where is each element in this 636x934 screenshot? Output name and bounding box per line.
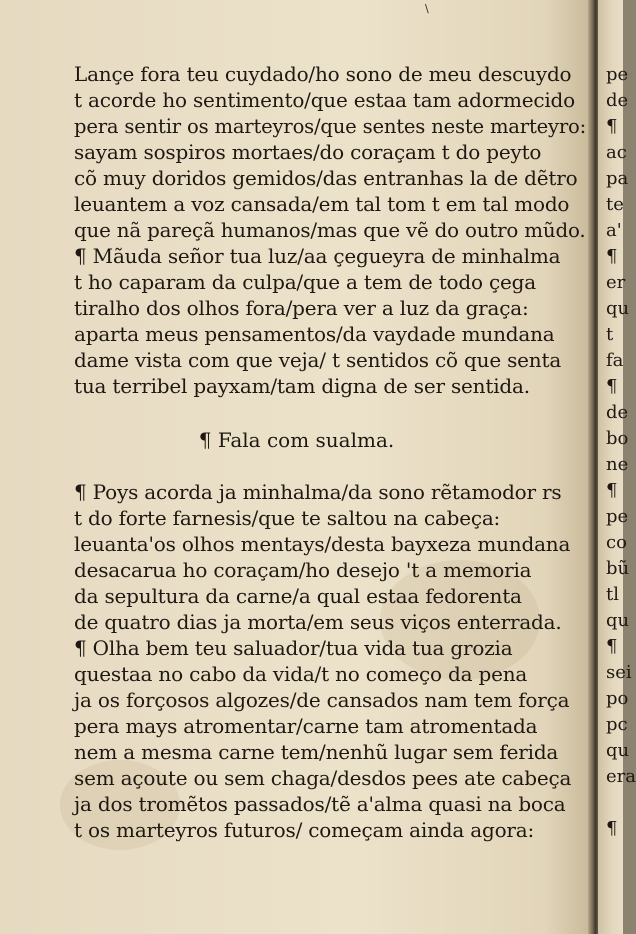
text-fragment: qu <box>606 298 630 319</box>
text-fragment: sei <box>606 662 632 683</box>
verse-line: tiralho dos olhos fora/pera ver a luz da graça: <box>74 296 529 320</box>
text-fragment: ¶ <box>606 480 618 501</box>
text-fragment: po <box>606 688 629 709</box>
verse-line: da sepultura da carne/a qual estaa fedorenta <box>74 584 522 608</box>
text-fragment: bo <box>606 428 629 449</box>
text-fragment: qu <box>606 740 630 761</box>
verse-line: que nã pareçã humanos/mas que vẽ do outro mũdo. <box>74 218 586 242</box>
verse-line: ¶ Olha bem teu saluador/tua vida tua grozia <box>74 636 513 660</box>
verse-line: t os marteyros futuros/ começam ainda agora: <box>74 818 535 842</box>
verse-line: pera sentir os marteyros/que sentes neste marteyro: <box>74 114 587 138</box>
verse-line: sem açoute ou sem chaga/desdos pees ate cabeça <box>74 766 572 790</box>
text-fragment: tl <box>606 584 619 605</box>
verse-line: ja dos tromẽtos passados/tẽ a'alma quasi na boca <box>74 792 566 816</box>
verse-line: ¶ Mãuda señor tua luz/aa çegueyra de minhalma <box>74 244 561 268</box>
verse-line: nem a mesma carne tem/nenhũ lugar sem ferida <box>74 740 559 764</box>
verse-line: de quatro dias ja morta/em seus viços enterrada. <box>74 610 562 634</box>
verse-line: ja os forçosos algozes/de cansados nam tem força <box>74 688 570 712</box>
text-fragment: t <box>606 324 614 345</box>
text-fragment: pc <box>606 714 628 735</box>
text-fragment: ¶ <box>606 116 618 137</box>
text-fragment: de <box>606 402 629 423</box>
verse-line: leuanta'os olhos mentays/desta bayxeza mundana <box>74 532 571 556</box>
verse-line: tua terribel payxam/tam digna de ser sentida. <box>74 374 530 398</box>
text-fragment: qu <box>606 610 630 631</box>
verse-line: questaa no cabo da vida/t no começo da pena <box>74 662 528 686</box>
text-fragment: ¶ <box>606 246 618 267</box>
text-fragment: ¶ <box>606 818 618 839</box>
signature-mark: \ <box>425 2 429 15</box>
text-fragment: ¶ <box>606 376 618 397</box>
text-fragment: fa <box>606 350 624 371</box>
verse-line: Lançe fora teu cuydado/ho sono de meu descuydo <box>74 62 572 86</box>
verse-line: t do forte farnesis/que te saltou na cabeça: <box>74 506 501 530</box>
verse-line: pera mays atromentar/carne tam atromentada <box>74 714 538 738</box>
text-fragment: te <box>606 194 624 215</box>
text-fragment: pe <box>606 64 629 85</box>
text-fragment: ne <box>606 454 629 475</box>
verse-line: cõ muy doridos gemidos/das entranhas la de dẽtro <box>74 166 578 190</box>
text-fragment: pa <box>606 168 629 189</box>
text-fragment: co <box>606 532 627 553</box>
right-page-edge <box>598 0 636 934</box>
verse-line: desacarua ho coraçam/ho desejo 't a memoria <box>74 558 532 582</box>
text-fragment: ac <box>606 142 627 163</box>
verse-line: sayam sospiros mortaes/do coraçam t do peyto <box>74 140 542 164</box>
text-fragment: ¶ <box>606 636 618 657</box>
text-fragment: pe <box>606 506 629 527</box>
verse-line: dame vista com que veja/ t sentidos cõ que senta <box>74 348 562 372</box>
verse-line: t ho caparam da culpa/que a tem de todo çega <box>74 270 536 294</box>
verse-line: ¶ Poys acorda ja minhalma/da sono rẽtamodor rs <box>74 480 562 504</box>
text-fragment: a' <box>606 220 622 241</box>
text-fragment: era <box>606 766 636 787</box>
section-heading: ¶ Fala com sualma. <box>198 428 395 452</box>
verse-line: leuantem a voz cansada/em tal tom t em tal modo <box>74 192 570 216</box>
text-fragment: bũ <box>606 558 630 579</box>
verse-line: t acorde ho sentimento/que estaa tam adormecido <box>74 88 575 112</box>
text-fragment: de <box>606 90 629 111</box>
text-fragment: er <box>606 272 626 293</box>
verse-line: aparta meus pensamentos/da vaydade mundana <box>74 322 555 346</box>
